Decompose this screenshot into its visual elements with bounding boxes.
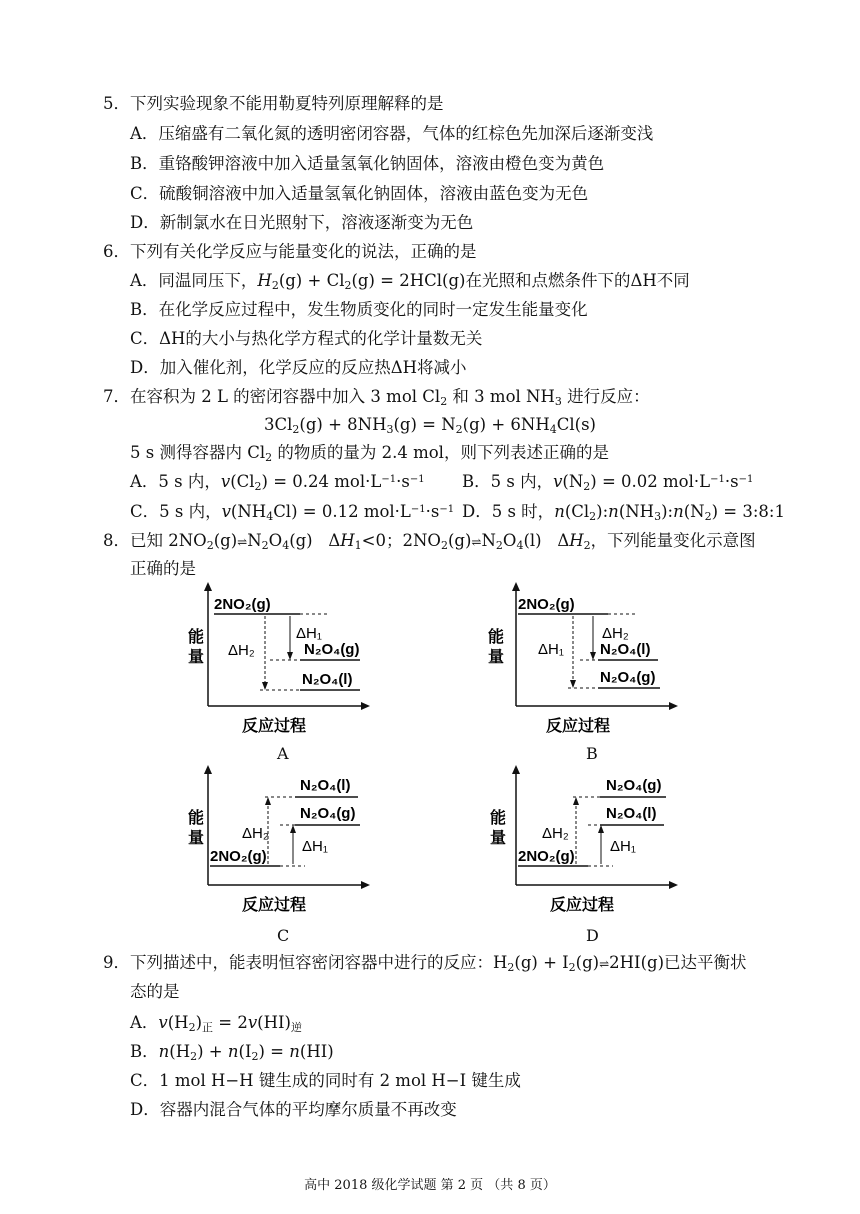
svg-text:2NO₂(g): 2NO₂(g) [518,596,575,613]
q5-option-d: D．新制氯水在日光照射下，溶液逐渐变为无色 [130,213,474,232]
diagram-d-label: D [586,926,599,945]
q9-option-b: B．$n(H_2) + n(I_2) = n(HI)$ [130,1042,334,1063]
svg-text:N₂O₄(l): N₂O₄(l) [600,641,651,658]
svg-text:N₂O₄(l): N₂O₄(l) [300,777,351,794]
q7-stem: 7．在容积为 2 L 的密闭容器中加入 3 mol $Cl_2$ 和 3 mol $NH_3$ 进行反应： [103,387,650,408]
q7-option-c: C．5 s 内，$v(NH_4Cl) = 0.12$ $mol\cdot L^{-1}\cdot s^{-1}$ [130,502,455,523]
svg-text:反应过程: 反应过程 [550,897,615,914]
y-axis-label-2: 量 [188,649,205,666]
q9-option-d: D．容器内混合气体的平均摩尔质量不再改变 [130,1100,457,1119]
dh1-label: ΔH₁ [296,625,322,642]
svg-text:ΔH₁: ΔH₁ [610,838,636,855]
q7-option-b: B．5 s 内，$v(N_2) = 0.02$ $mol\cdot L^{-1}\cdot s^{-1}$ [462,472,754,493]
svg-text:ΔH₂: ΔH₂ [242,825,269,842]
svg-text:量: 量 [490,830,507,847]
svg-text:ΔH₂: ΔH₂ [542,825,569,842]
energy-diagram-d [488,765,678,925]
energy-diagram-c [180,765,370,925]
svg-text:量: 量 [488,649,505,666]
svg-text:ΔH₁: ΔH₁ [302,838,328,855]
q6-option-b: B．在化学反应过程中，发生物质变化的同时一定发生能量变化 [130,300,588,319]
diagram-c-label: C [277,926,290,945]
x-axis-label: 反应过程 [242,718,307,735]
q5-option-b: B．重铬酸钾溶液中加入适量氢氧化钠固体，溶液由橙色变为黄色 [130,154,605,173]
svg-text:ΔH₁: ΔH₁ [538,641,564,658]
q6-option-a: A．同温同压下，$H_2(g) + Cl_2(g) = 2HCl(g)$在光照和点燃条件下的ΔH不同 [130,271,690,292]
q7-option-d: D．5 s 时，$n(Cl_2):n(NH_3):n(N_2)$ = 3:8:1 [462,502,785,523]
q5-option-a: A．压缩盛有二氧化氮的透明密闭容器，气体的红棕色先加深后逐渐变浅 [130,124,654,143]
energy-diagram-b [488,582,678,742]
q9-stem-line2: 态的是 [130,982,180,1001]
q9-option-c: C．1 mol H−H 键生成的同时有 2 mol H−I 键生成 [130,1071,521,1090]
page-footer: 高中 2018 级化学试题 第 2 页 （共 8 页） [304,1178,556,1193]
q8-stem-line2: 正确的是 [130,559,196,578]
q6-option-d: D．加入催化剂，化学反应的反应热ΔH将减小 [130,358,467,377]
svg-text:2NO₂(g): 2NO₂(g) [518,848,575,865]
svg-text:ΔH₂: ΔH₂ [602,625,629,642]
svg-text:反应过程: 反应过程 [546,718,611,735]
diagram-a-label: A [277,744,289,763]
svg-text:能: 能 [490,810,507,827]
q7-option-a: A．5 s 内，$v(Cl_2) = 0.24$ $mol\cdot L^{-1}\cdot s^{-1}$ [130,472,425,493]
svg-text:N₂O₄(l): N₂O₄(l) [606,805,657,822]
q9-option-a: A．$v(H_2)_正 = 2v(HI)_逆$ [130,1013,302,1034]
level-n2o4g-label: N₂O₄(g) [304,641,360,658]
y-axis-label-1: 能 [188,629,205,646]
q7-equation: $3Cl_2(g) + 8NH_3(g) = N_2(g) + 6NH_4Cl(s)$ [263,415,596,436]
svg-text:N₂O₄(g): N₂O₄(g) [300,805,356,822]
level-no2-label: 2NO₂(g) [214,596,271,613]
q6-stem: 6．下列有关化学反应与能量变化的说法，正确的是 [103,242,477,261]
svg-text:能: 能 [488,629,505,646]
svg-text:2NO₂(g): 2NO₂(g) [210,848,267,865]
svg-text:N₂O₄(g): N₂O₄(g) [600,669,656,686]
svg-text:反应过程: 反应过程 [242,897,307,914]
svg-text:N₂O₄(g): N₂O₄(g) [606,777,662,794]
q5-option-c: C．硫酸铜溶液中加入适量氢氧化钠固体，溶液由蓝色变为无色 [130,184,589,203]
q5-stem: 5．下列实验现象不能用勒夏特列原理解释的是 [103,94,444,113]
svg-text:能: 能 [188,810,205,827]
svg-text:量: 量 [188,830,205,847]
diagram-b-label: B [586,744,598,763]
level-n2o4l-label: N₂O₄(l) [302,671,353,688]
q9-stem: 9．下列描述中，能表明恒容密闭容器中进行的反应：$H_2(g)$ + $I_2(g)\rightleftharpoons 2HI(g)$已达平衡状 [103,953,747,974]
q7-stem-line3: 5 s 测得容器内 $Cl_2$ 的物质的量为 2.4 mol，则下列表述正确的是 [130,443,609,464]
energy-diagram-a [180,582,370,742]
dh2-label: ΔH₂ [228,642,255,659]
q8-stem: 8．已知 $2NO_2(g)\rightleftharpoons N_2O_4(g)$ $\Delta H_1<0$；$2NO_2(g)\rightleftharpoons N_2O_4(l)$ $\Delta H_2$，下列能量变化示意图 [103,531,756,552]
q6-option-c: C．ΔH的大小与热化学方程式的化学计量数无关 [130,329,483,348]
